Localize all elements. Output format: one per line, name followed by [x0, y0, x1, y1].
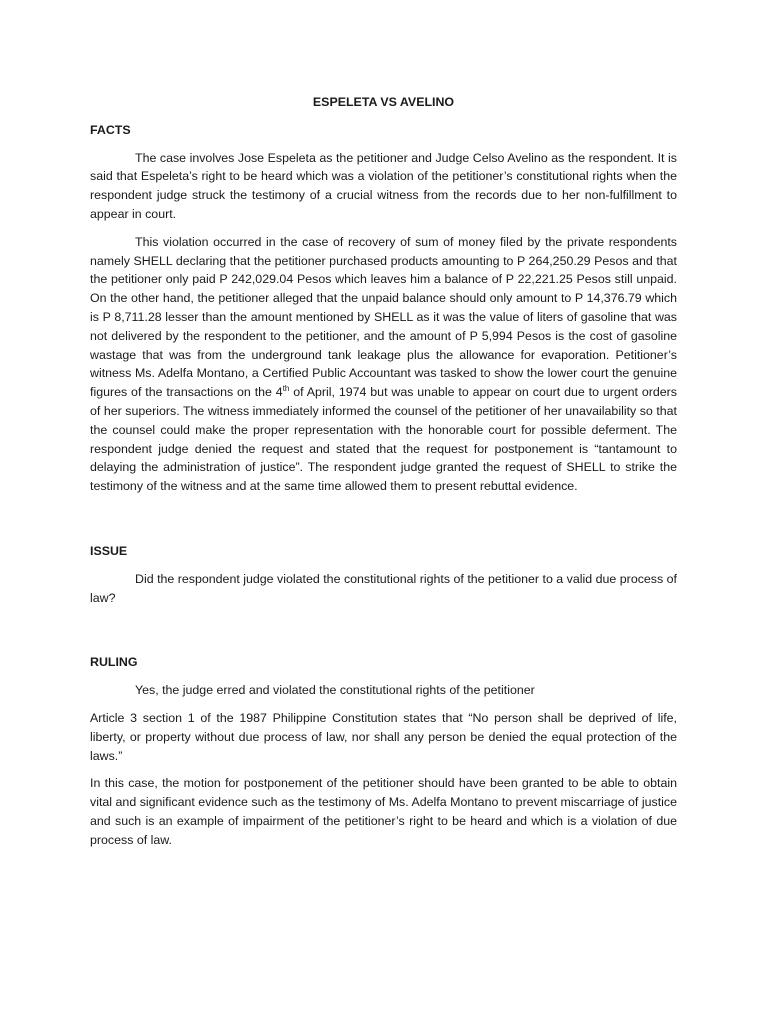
- section-spacer: [90, 505, 677, 542]
- ruling-paragraph-1: Yes, the judge erred and violated the constitutional rights of the petitioner: [135, 683, 535, 698]
- ruling-paragraph-2: Article 3 section 1 of the 1987 Philippine Constitution states that “No person shall be deprived of life, liberty, or property without due process of law, nor shall any person be denied the equal protection of the laws.”: [90, 710, 677, 763]
- ruling-heading: RULING: [90, 655, 138, 670]
- document-title: ESPELETA VS AVELINO: [312, 95, 455, 109]
- facts-paragraph-1: The case involves Jose Espeleta as the petitioner and Judge Celso Avelino as the respondent. It is said that Espeleta’s right to be heard which was a violation of the petitioner’s constitutional rights when the respondent judge struck the testimony of a crucial witness from the records due to her non-fulfillment to appear in court.: [90, 150, 677, 221]
- issue-paragraph: Did the respondent judge violated the constitutional rights of the petitioner to a valid due process of law?: [90, 571, 677, 605]
- section-spacer: [90, 616, 677, 653]
- facts-paragraph-2-text-b: of April, 1974 but was unable to appear on court due to urgent orders of her superiors. The witness immediately informed the counsel of the petitioner of her unavailability so that the counsel could make the proper representation with the honorable court for possible deferment. The respondent judge denied the request and stated that the request for postponement is “tantamount to delaying the administration of justice”. The respondent judge granted the request of SHELL to strike the testimony of the witness and at the same time allowed them to present rebuttal evidence.: [90, 385, 677, 494]
- ruling-paragraph-3: In this case, the motion for postponement of the petitioner should have been granted to be able to obtain vital and significant evidence such as the testimony of Ms. Adelfa Montano to prevent miscarriage of justice and such is an example of impairment of the petitioner’s right to be heard and which is a violation of due process of law.: [90, 776, 677, 847]
- facts-paragraph-2: [90, 233, 677, 496]
- facts-heading: FACTS: [90, 122, 131, 137]
- document-page: [90, 93, 677, 859]
- issue-heading: ISSUE: [90, 543, 128, 558]
- facts-paragraph-2-text-a: This violation occurred in the case of recovery of sum of money filed by the private respondents namely SHELL declaring that the petitioner purchased products amounting to P 264,250.29 Pesos and that the petitioner only paid P 242,029.04 Pesos which leaves him a balance of P 22,221.25 Pesos still unpaid. On the other hand, the petitioner alleged that the unpaid balance should only amount to P 14,376.79 which is P 8,711.28 lesser than the amount mentioned by SHELL as it was the value of liters of gasoline that was not delivered by the respondent to the petitioner, and the amount of P 5,994 Pesos is the cost of gasoline wastage that was from the underground tank leakage plus the allowance for evaporation. Petitioner’s witness Ms. Adelfa Montano, a Certified Public Accountant was tasked to show the lower court the genuine figures of the transactions on the 4: [90, 234, 677, 400]
- ordinal-superscript: th: [282, 384, 290, 394]
